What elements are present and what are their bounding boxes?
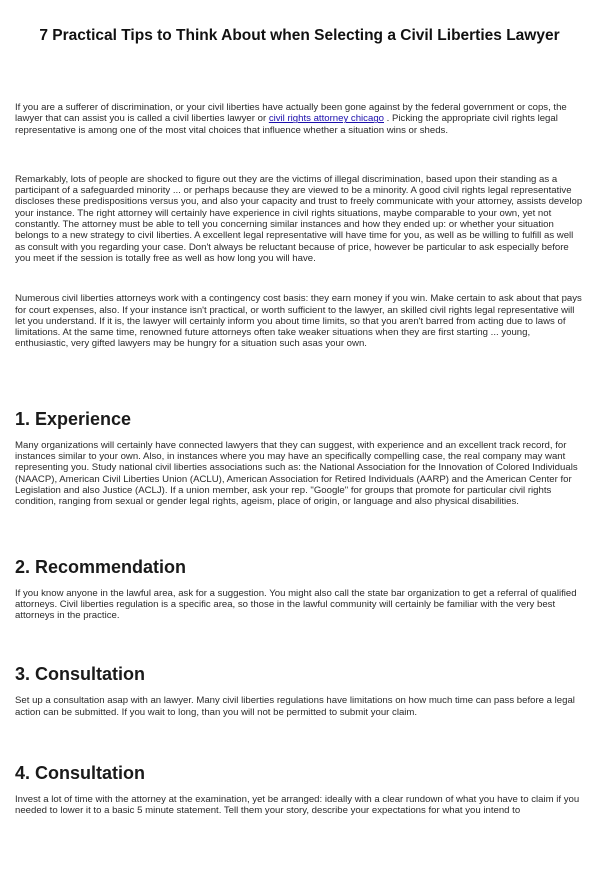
section-heading-consultation-2: 4. Consultation (15, 763, 145, 784)
intro-paragraph (15, 102, 584, 136)
document-page (0, 27, 600, 817)
body-paragraph-3: Numerous civil liberties attorneys work with a contingency cost basis: they earn money if you win. Make certain to ask about that pays for court expenses, also. If your instance isn't practical, or worth sufficient to the lawyer, an skilled civil rights legal representative will let you understand. If it is, the lawyer will certainly inform you about time limits, so that you aren't barred from acting due to laws of limitations. At the same time, renowned future attorneys often take weaker situations when they are first starting ... young, enthusiastic, very gifted lawyers may be hungry for a situation such asas your own. (15, 293, 582, 350)
section-text-experience: Many organizations will certainly have connected lawyers that they can suggest, with experience and an excellent track record, for instances similar to your own. Also, in instances where you may have an specifically compelling case, the real company may want representing you. Study national civil liberties associations such as: the National Association for the Innovation of Colored Individuals (NAACP), American Civil Liberties Union (ACLU), American Association for Retired Individuals (AARP) and the American Center for Legislation and also Justice (ACLJ). If a union member, ask your rep. "Google" for groups that promote for particular civil rights condition, ranging from sexual or gender legal rights, ageism, place of origin, or language and also physical disabilities. (15, 439, 578, 508)
civil-rights-attorney-link[interactable]: civil rights attorney chicago (268, 113, 384, 125)
section-text-consultation-1: Set up a consultation asap with an lawyer. Many civil liberties regulations have limitations on how much time can pass before a legal action can be submitted. If you wait to long, than you will not be permitted to submit your claim. (15, 695, 575, 718)
intro-text-before-link: If you are a sufferer of discrimination, or your civil liberties have actually been gone against by the federal government or cops, the lawyer that can assist you is called a civil liberties lawyer or (15, 102, 567, 125)
section-heading-experience: 1. Experience (15, 408, 132, 429)
section-text-recommendation: If you know anyone in the lawful area, ask for a suggestion. You might also call the state bar organization to get a referral of qualified attorneys. Civil liberties regulation is a specific area, so those in the lawful community will certainly be familiar with the very best attorneys in the practice. (15, 587, 577, 622)
section-heading-consultation-1: 3. Consultation (15, 664, 145, 685)
section-heading-recommendation: 2. Recommendation (15, 556, 187, 577)
intro-text-after-link: . Picking the appropriate civil rights legal representative is among one of the most vital choices that influence whether a situation wins or sheds. (15, 113, 558, 136)
body-paragraph-2: Remarkably, lots of people are shocked to figure out they are the victims of illegal discrimination, based upon their standing as a participant of a safeguarded minority ... or perhaps because they are viewed to be a minority. A good civil rights legal representative discloses these predispositions versus you, and also your capacity and trust to freely communicate with your attorney, assists develop your instance. The right attorney will certainly have experience in civil rights situations, maybe comparable to your own, yet not constantly. The attorney must be able to tell you concerning similar instances and how they ended up: or whether your situation belongs to a new strategy to civil liberties. A excellent legal representative will have time for you, as well as be willing to fulfill as well as consult with you regarding your case. Don't always be reluctant because of price, however be particular to ask especially before you meet if the session is totally free as well as how long you will have. (15, 173, 583, 264)
section-text-consultation-2: Invest a lot of time with the attorney at the examination, yet be arranged: ideally with a clear rundown of what you have to claim if you needed to lower it to a basic 5 minute statement. Tell them your story, describe your expectations for what you intend to (15, 794, 580, 817)
page-title: 7 Practical Tips to Think About when Selecting a Civil Liberties Lawyer (39, 27, 560, 44)
